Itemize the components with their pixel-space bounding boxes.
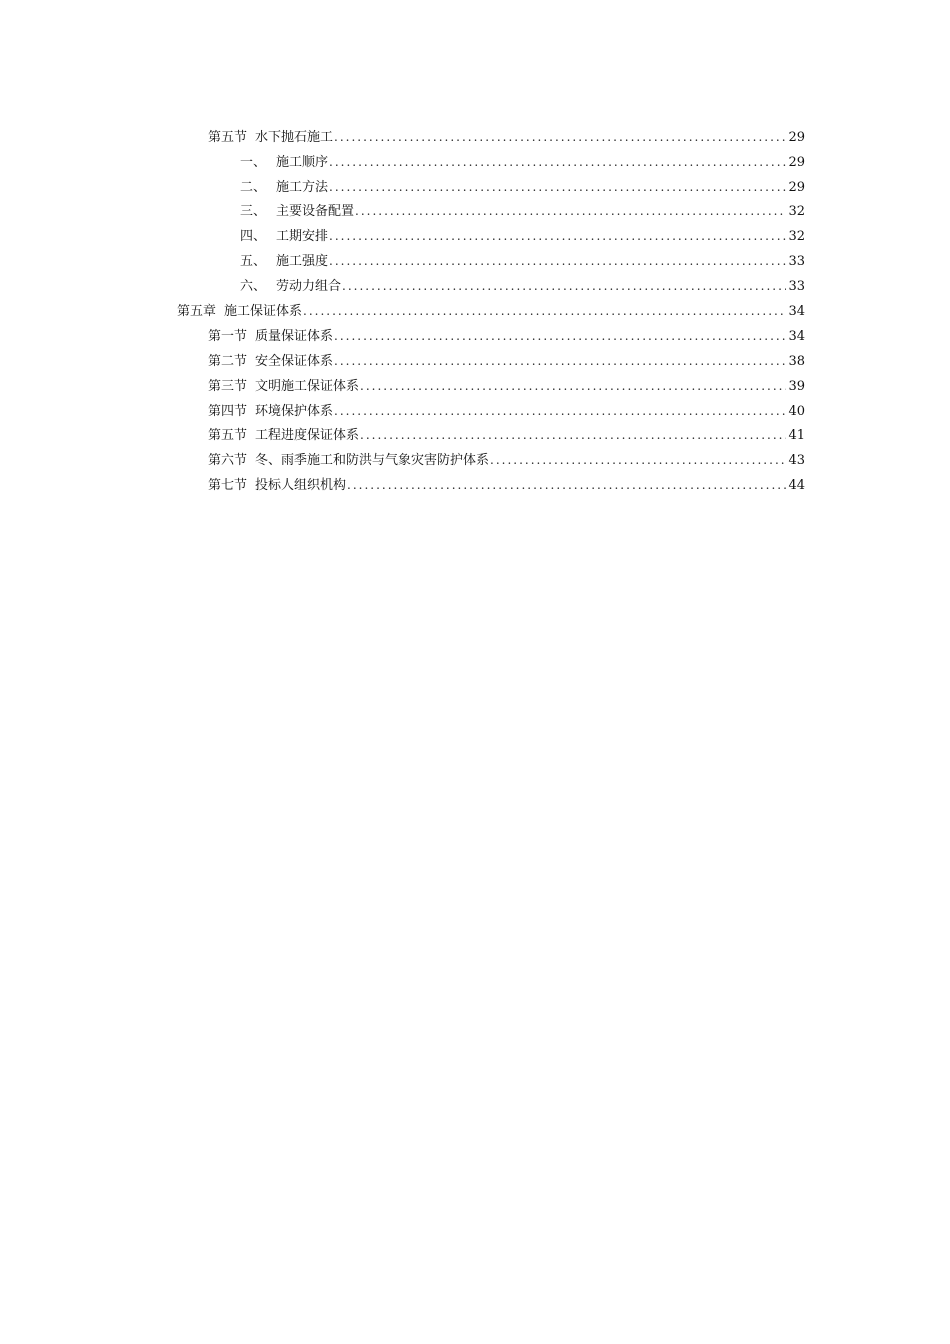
toc-entry-number: 第七节: [208, 478, 248, 493]
toc-dot-leader: [334, 326, 786, 346]
toc-dot-leader: [334, 351, 786, 371]
toc-entry-title: 施工方法: [276, 180, 329, 195]
toc-entry-number: 二、: [240, 180, 267, 195]
toc-entry[interactable]: [208, 376, 805, 396]
toc-dot-leader: [334, 401, 786, 421]
toc-entry-number: 第三节: [208, 379, 248, 394]
toc-entry-number: 三、: [240, 204, 267, 219]
toc-entry-title: 施工保证体系: [224, 304, 303, 319]
toc-entry-number: 六、: [240, 279, 267, 294]
toc-entry-page: 29: [788, 130, 805, 145]
toc-entry[interactable]: [208, 450, 805, 470]
toc-dot-leader: [303, 301, 786, 321]
toc-entry-title: 质量保证体系: [255, 329, 334, 344]
toc-entry-title: 工期安排: [276, 229, 329, 244]
toc-entry-title: 安全保证体系: [255, 354, 334, 369]
toc-dot-leader: [329, 251, 786, 271]
toc-entry[interactable]: [208, 475, 805, 495]
toc-entry-title: 水下抛石施工: [255, 130, 334, 145]
toc-entry-number: 第四节: [208, 404, 248, 419]
toc-dot-leader: [334, 127, 786, 147]
toc-dot-leader: [329, 152, 786, 172]
toc-entry-number: 第二节: [208, 354, 248, 369]
toc-entry-title: 文明施工保证体系: [255, 379, 360, 394]
toc-entry-number: 第六节: [208, 453, 248, 468]
toc-entry-page: 40: [788, 404, 805, 419]
toc-dot-leader: [355, 201, 786, 221]
toc-entry[interactable]: [208, 401, 805, 421]
toc-entry-title: 主要设备配置: [276, 204, 355, 219]
toc-entry-page: 44: [788, 478, 805, 493]
toc-entry[interactable]: [240, 276, 805, 296]
toc-entry-number: 一、: [240, 155, 267, 170]
toc-entry[interactable]: [208, 326, 805, 346]
toc-entry-number: 第一节: [208, 329, 248, 344]
toc-entry-page: 34: [788, 304, 805, 319]
toc-entry-title: 施工顺序: [276, 155, 329, 170]
toc-dot-leader: [360, 425, 786, 445]
toc-entry-page: 33: [788, 254, 805, 269]
toc-entry-number: 四、: [240, 229, 267, 244]
toc-entry-number: 第五章: [177, 304, 217, 319]
toc-entry-page: 29: [788, 180, 805, 195]
toc-entry[interactable]: [240, 201, 805, 221]
toc-entry-title: 环境保护体系: [255, 404, 334, 419]
toc-entry-number: 第五节: [208, 428, 248, 443]
toc-entry-page: 34: [788, 329, 805, 344]
toc-entry-title: 冬、雨季施工和防洪与气象灾害防护体系: [255, 453, 490, 468]
toc-entry-page: 41: [788, 428, 805, 443]
toc-entry-page: 32: [788, 229, 805, 244]
toc-dot-leader: [347, 475, 786, 495]
toc-entry-number: 五、: [240, 254, 267, 269]
toc-entry-number: 第五节: [208, 130, 248, 145]
toc-entry[interactable]: [240, 251, 805, 271]
toc-entry-title: 工程进度保证体系: [255, 428, 360, 443]
toc-entry-title: 投标人组织机构: [255, 478, 347, 493]
toc-entry[interactable]: [208, 351, 805, 371]
toc-entry-page: 39: [788, 379, 805, 394]
toc-entry[interactable]: [208, 425, 805, 445]
toc-entry-title: 施工强度: [276, 254, 329, 269]
toc-dot-leader: [360, 376, 786, 396]
toc-dot-leader: [490, 450, 786, 470]
toc-entry[interactable]: [208, 127, 805, 147]
toc-entry[interactable]: [240, 177, 805, 197]
toc-entry-page: 32: [788, 204, 805, 219]
toc-entry[interactable]: [240, 226, 805, 246]
toc-entry-page: 29: [788, 155, 805, 170]
toc-dot-leader: [329, 226, 786, 246]
toc-entry-page: 38: [788, 354, 805, 369]
toc-entry-title: 劳动力组合: [276, 279, 342, 294]
toc-entry[interactable]: [240, 152, 805, 172]
toc-entry-page: 33: [788, 279, 805, 294]
toc-entry-page: 43: [788, 453, 805, 468]
toc-entry[interactable]: [177, 301, 805, 321]
toc-dot-leader: [342, 276, 786, 296]
toc-dot-leader: [329, 177, 786, 197]
